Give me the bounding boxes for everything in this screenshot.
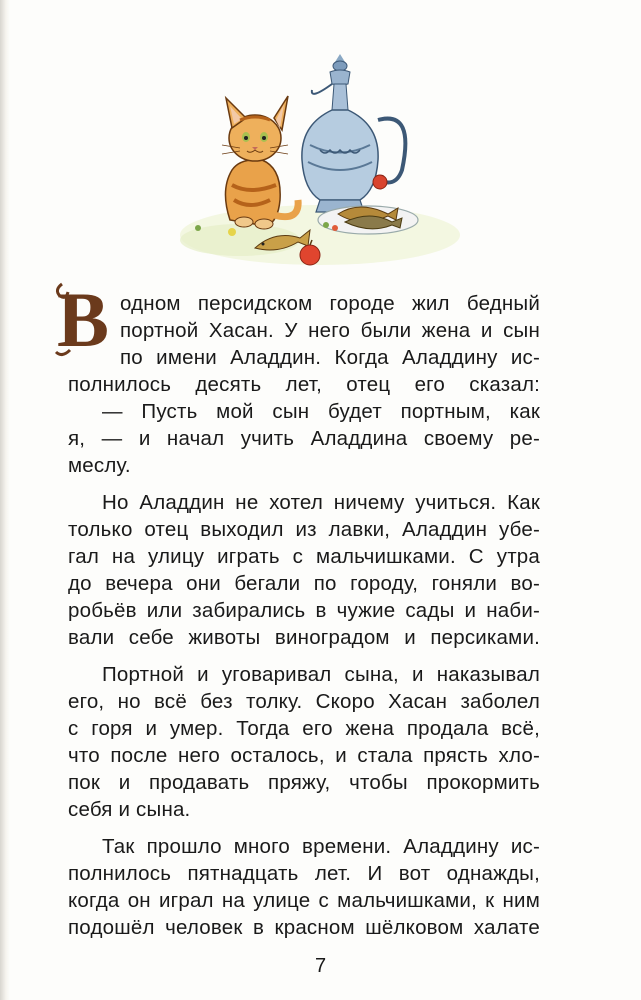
text-line: только отец выходил из лавки, Аладдин убе- <box>68 518 540 541</box>
jug-icon <box>302 54 405 212</box>
text-line: себя и сына. <box>68 798 191 821</box>
text-line: по имени Аладдин. Когда Аладдину ис- <box>120 346 540 369</box>
text-line: гал на улицу играть с мальчишками. С утра <box>68 545 540 568</box>
text-line: Портной и уговаривал сына, и наказывал <box>102 663 540 686</box>
text-line: полнилось пятнадцать лет. И вот однажды, <box>68 862 540 885</box>
text-line: что после него осталось, и стала прясть хло- <box>68 744 540 767</box>
fish-plate-icon <box>318 206 418 234</box>
text-line: подошёл человек в красном шёлковом халате <box>68 916 540 939</box>
text-line: — Пусть мой сын будет портным, как <box>102 400 540 423</box>
text-line: Так прошло много времени. Аладдину ис- <box>102 835 540 858</box>
text-line: с горя и умер. Тогда его жена продала всё, <box>68 717 540 740</box>
text-line: я, — и начал учить Аладдина своему ре- <box>68 427 540 450</box>
text-line: когда он играл на улице с мальчишками, к ним <box>68 889 540 912</box>
svg-text:В: В <box>56 278 110 358</box>
apple-icon <box>373 175 387 189</box>
text-line: его, но всё без толку. Скоро Хасан заболел <box>68 690 540 713</box>
text-line: до вечера они бегали по городу, гоняли во- <box>68 572 540 595</box>
story-illustration <box>170 50 470 280</box>
text-line: портной Хасан. У него были жена и сын <box>120 319 540 342</box>
text-line: пок и продавать пряжу, чтобы прокормить <box>68 771 540 794</box>
text-line: полнилось десять лет, отец его сказал: <box>68 373 540 396</box>
text-line: робьёв или забирались в чужие сады и наби- <box>68 599 540 622</box>
dropcap-letter <box>52 278 114 358</box>
text-line: одном персидском городе жил бедный <box>120 292 540 315</box>
text-line: вали себе животы виноградом и персиками. <box>68 626 540 649</box>
page-number: 7 <box>314 955 327 977</box>
text-line: меслу. <box>68 454 131 477</box>
text-line: Но Аладдин не хотел ничему учиться. Как <box>102 491 540 514</box>
page-gutter-shadow <box>0 0 10 1000</box>
